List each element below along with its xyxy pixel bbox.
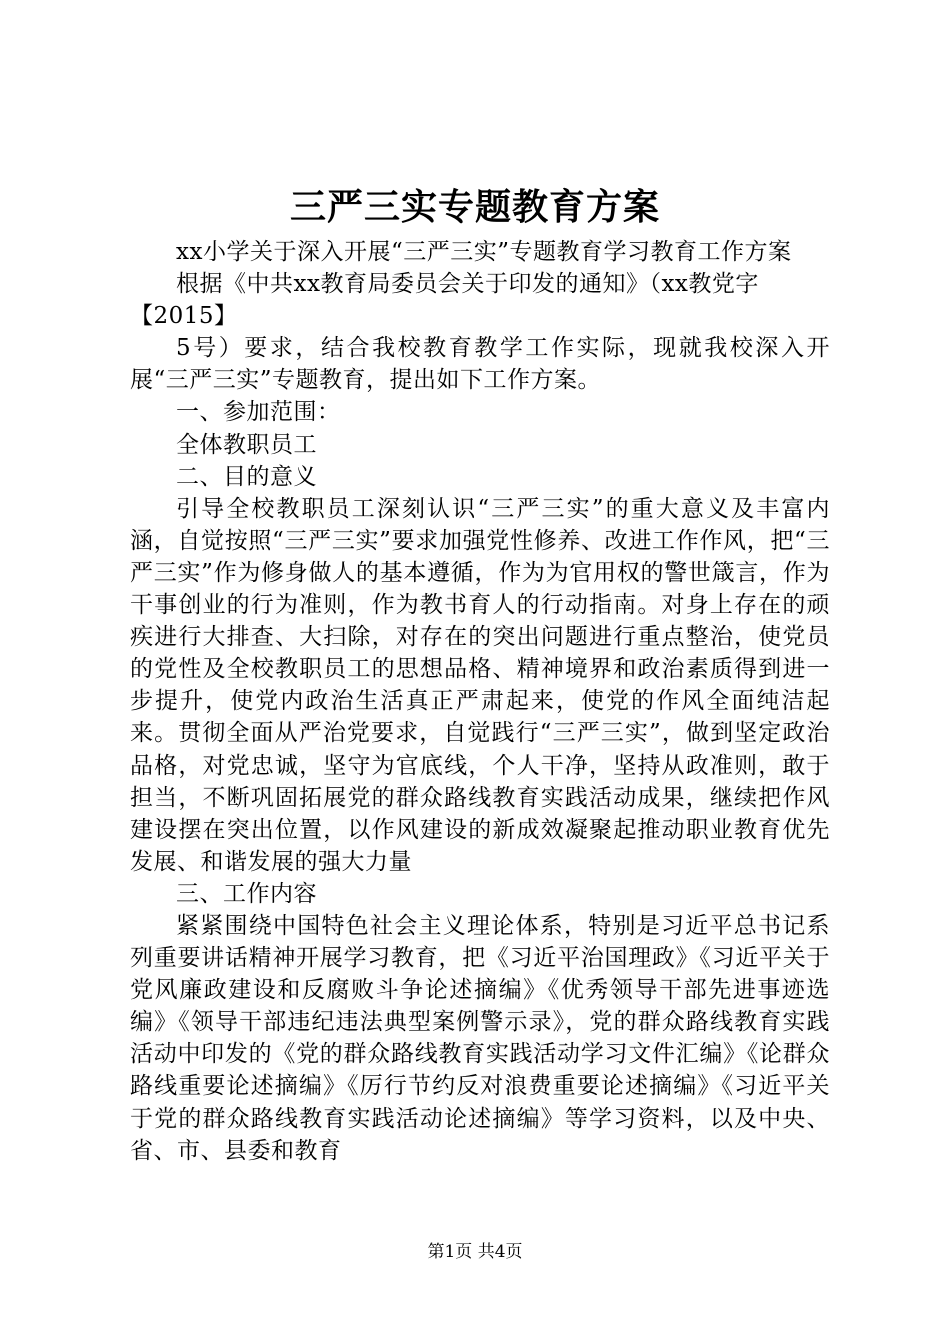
document-title: 三严三实专题教育方案: [289, 187, 660, 228]
paragraph-document-number: 【2015】: [130, 303, 238, 330]
paragraph-content: 紧紧围绕中国特色社会主义理论体系，特别是习近平总书记系列重要讲话精神开展学习教育，把《习近平治国理政》《习近平关于党风廉政建设和反腐败斗争论述摘编》《优秀领导干部先进事迹选编》《领导干部违纪违法典型案例警示录》，党的群众路线教育实践活动中印发的《党的群众路线教育实践活动学习文件汇编》《论群众路线重要论述摘编》《厉行节约反对浪费重要论述摘编》《习近平关于党的群众路线教育实践活动论述摘编》等学习资料，以及中央、省、市、县委和教育: [130, 912, 830, 1164]
page-number-footer: 第1页 共4页: [427, 1242, 523, 1262]
paragraph-basis: 根据《中共xx教育局委员会关于印发的通知》（xx教党字: [176, 271, 759, 298]
paragraph-scope: 全体教职员工: [176, 431, 317, 458]
paragraph-heading-line: xx小学关于深入开展“三严三实”专题教育学习教育工作方案: [176, 239, 792, 265]
paragraph-requirements: 5号）要求，结合我校教育教学工作实际，现就我校深入开展“三严三实”专题教育，提出如下工作方案。: [130, 335, 830, 394]
section-heading-purpose: 二、目的意义: [176, 463, 317, 490]
paragraph-purpose: 引导全校教职员工深刻认识“三严三实”的重大意义及丰富内涵，自觉按照“三严三实”要求加强党性修养、改进工作作风，把“三严三实”作为修身做人的基本遵循，作为为官用权的警世箴言，作为干事创业的行为准则，作为教书育人的行动指南。对身上存在的顽疾进行大排查、大扫除，对存在的突出问题进行重点整治，使党员的党性及全校教职员工的思想品格、精神境界和政治素质得到进一步提升，使党内政治生活真正严肃起来，使党的作风全面纯洁起来。贯彻全面从严治党要求，自觉践行“三严三实”，做到坚定政治品格，对党忠诚，坚守为官底线，个人干净，坚持从政准则，敢于担当，不断巩固拓展党的群众路线教育实践活动成果，继续把作风建设摆在突出位置，以作风建设的新成效凝聚起推动职业教育优先发展、和谐发展的强大力量: [130, 495, 830, 875]
section-heading-scope: 一、参加范围：: [176, 399, 341, 426]
section-heading-content: 三、工作内容: [176, 880, 317, 907]
document-body: [130, 236, 830, 1167]
